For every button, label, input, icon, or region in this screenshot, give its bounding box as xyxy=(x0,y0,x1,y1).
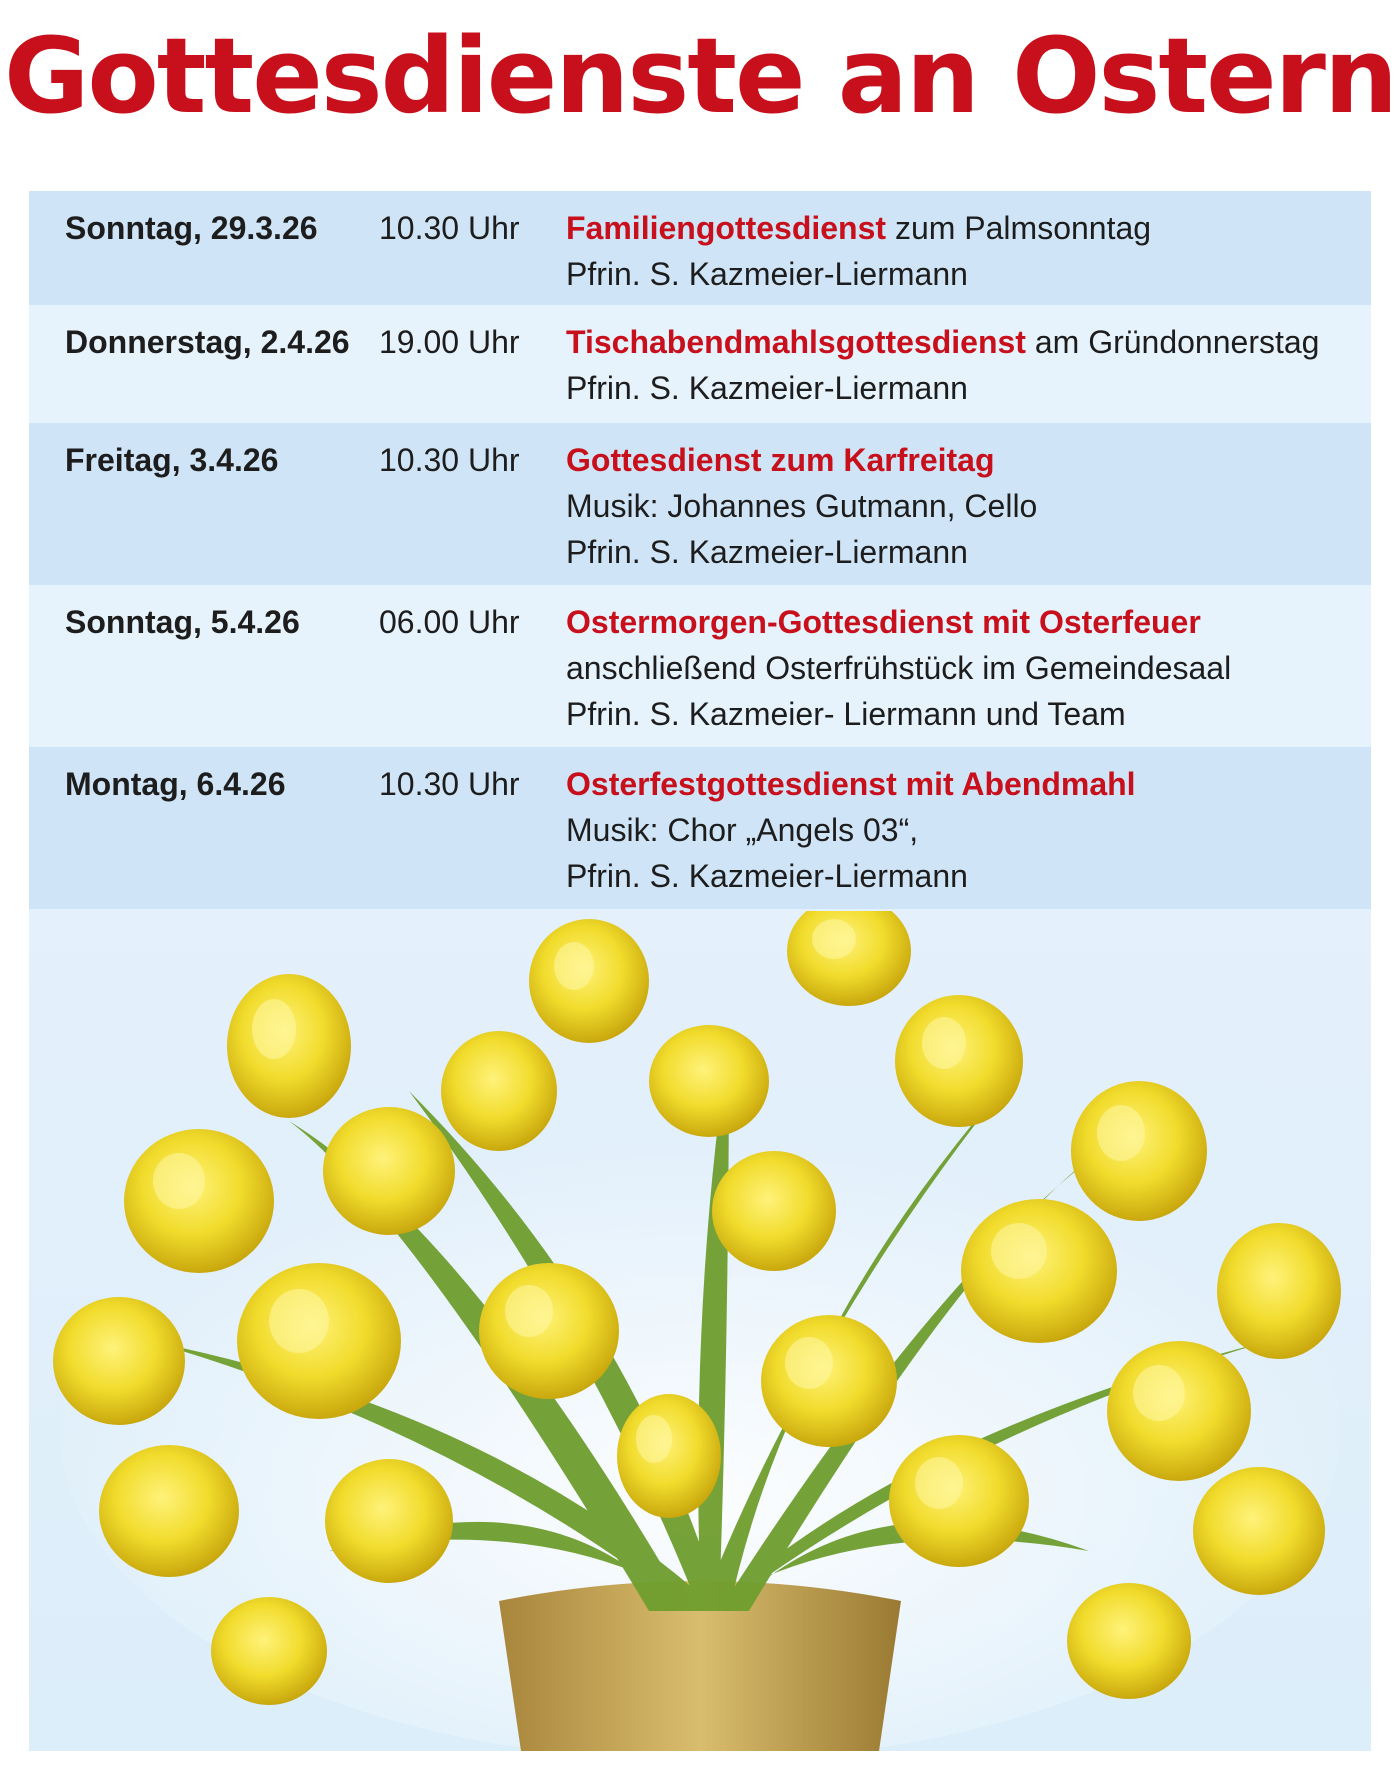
service-description xyxy=(566,761,1136,899)
service-description xyxy=(566,599,1231,737)
service-title: Familiengottesdienst xyxy=(566,210,887,246)
service-day: Donnerstag, 2.4.26 xyxy=(65,324,350,360)
service-day: Montag, 6.4.26 xyxy=(65,766,286,802)
service-title-line xyxy=(566,319,1319,365)
service-title-suffix: am Gründonnerstag xyxy=(1025,324,1320,360)
service-title: Osterfestgottesdienst mit Abendmahl xyxy=(566,766,1136,802)
service-time: 06.00 Uhr xyxy=(379,604,520,640)
service-title-line xyxy=(566,205,1151,251)
service-detail: anschließend Osterfrühstück im Gemeindesaal xyxy=(566,650,1232,686)
tulip-bouquet-image xyxy=(29,911,1371,1751)
service-day: Sonntag, 29.3.26 xyxy=(65,210,318,246)
service-detail: Pfrin. S. Kazmeier- Liermann und Team xyxy=(566,696,1126,732)
service-description xyxy=(566,437,1037,575)
schedule-panel xyxy=(29,191,1371,1751)
service-title: Tischabendmahlsgottesdienst xyxy=(566,324,1026,360)
service-detail: Musik: Chor „Angels 03“, xyxy=(566,812,919,848)
service-title-suffix: zum Palmsonntag xyxy=(886,210,1152,246)
service-row xyxy=(29,747,1371,909)
page-title: Gottesdienste an Ostern xyxy=(3,15,1397,137)
service-description xyxy=(566,319,1319,411)
service-title: Ostermorgen-Gottesdienst mit Osterfeuer xyxy=(566,604,1201,640)
service-title: Gottesdienst zum Karfreitag xyxy=(566,442,995,478)
service-detail: Pfrin. S. Kazmeier-Liermann xyxy=(566,256,968,292)
service-time: 10.30 Uhr xyxy=(379,210,520,246)
service-detail: Pfrin. S. Kazmeier-Liermann xyxy=(566,534,968,570)
service-row xyxy=(29,423,1371,585)
service-day: Freitag, 3.4.26 xyxy=(65,442,279,478)
service-detail: Pfrin. S. Kazmeier-Liermann xyxy=(566,370,968,406)
service-detail: Pfrin. S. Kazmeier-Liermann xyxy=(566,858,968,894)
service-day: Sonntag, 5.4.26 xyxy=(65,604,300,640)
service-detail: Musik: Johannes Gutmann, Cello xyxy=(566,488,1038,524)
service-row xyxy=(29,305,1371,423)
service-time: 10.30 Uhr xyxy=(379,766,520,802)
service-description xyxy=(566,205,1151,297)
service-time: 10.30 Uhr xyxy=(379,442,520,478)
service-time: 19.00 Uhr xyxy=(379,324,520,360)
service-row xyxy=(29,191,1371,305)
service-row xyxy=(29,585,1371,747)
